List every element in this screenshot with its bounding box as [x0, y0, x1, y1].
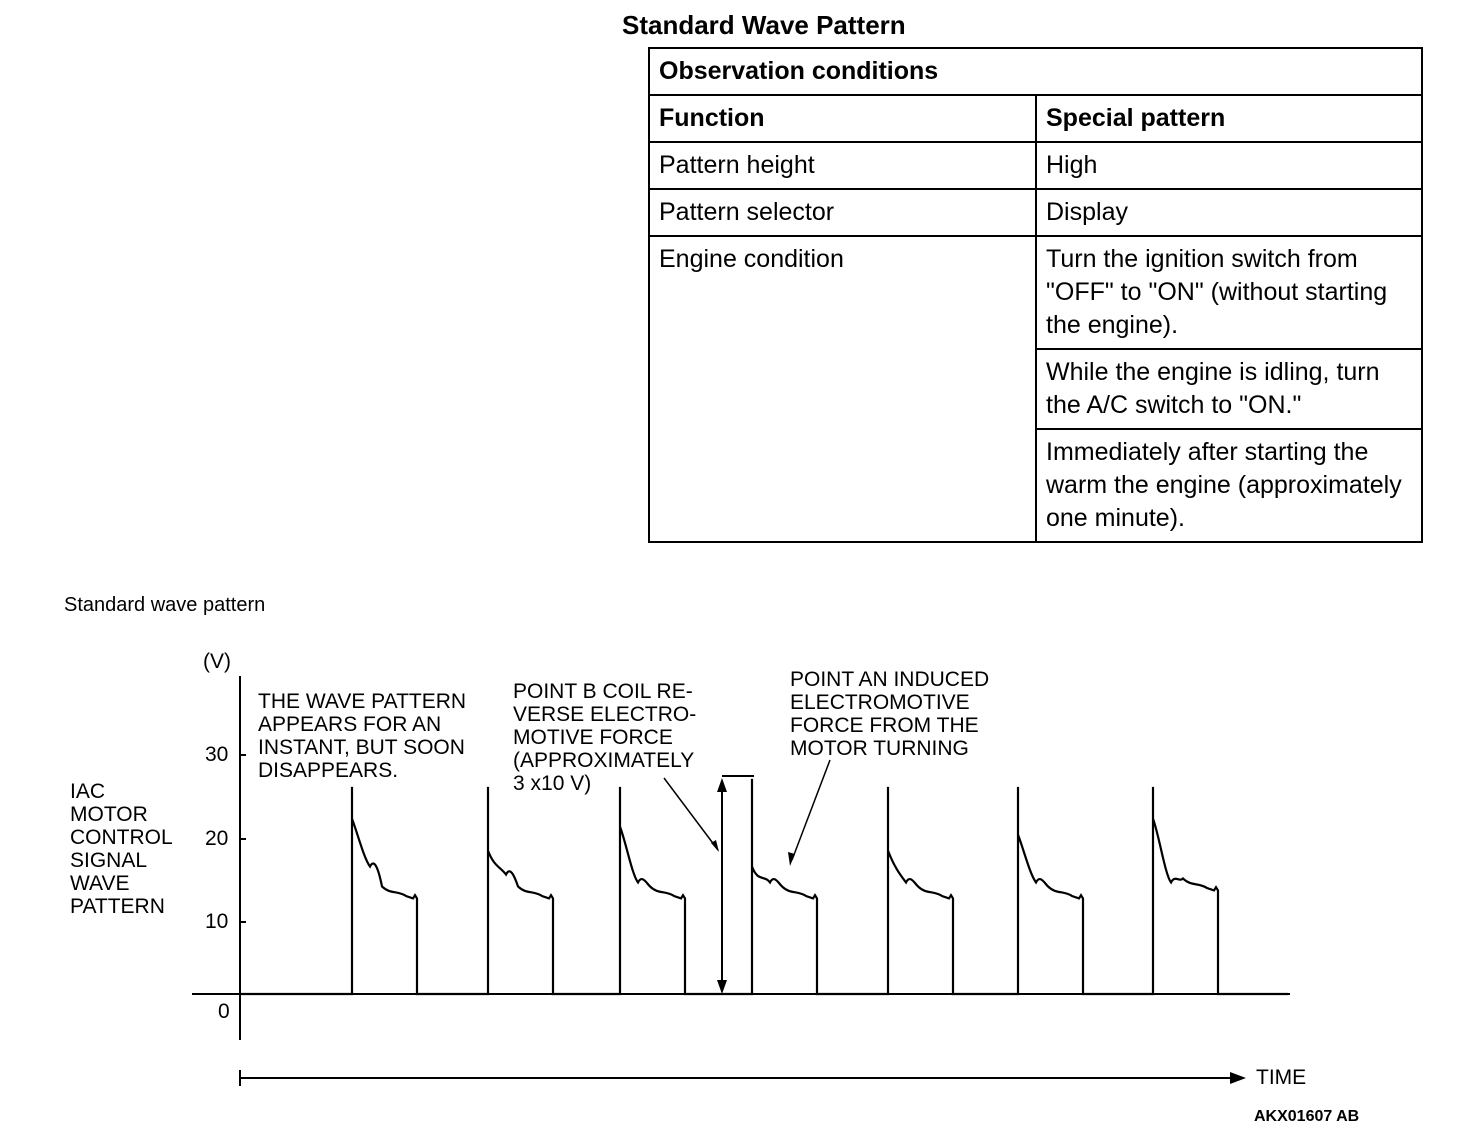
y-axis-label: IAC MOTOR CONTROL SIGNAL WAVE PATTERN: [70, 780, 173, 918]
function-cell: Pattern selector: [649, 189, 1036, 236]
special-cell: While the engine is idling, turn the A/C switch to "ON.": [1036, 349, 1422, 429]
figure-code: AKX01607 AB: [1254, 1108, 1360, 1125]
special-cell: Immediately after starting the warm the engine (approximately one minute).: [1036, 429, 1422, 542]
col-special-header: Special pattern: [1036, 95, 1422, 142]
leader-line-c: [792, 760, 830, 860]
annotation-c: POINT AN INDUCED ELECTROMOTIVE FORCE FROM THE MOTOR TURNING: [790, 668, 990, 760]
special-cell: High: [1036, 142, 1422, 189]
emf-arrow-bottom: [717, 980, 727, 994]
function-cell: Pattern height: [649, 142, 1036, 189]
annotation-a: THE WAVE PATTERN APPEARS FOR AN INSTANT, BUT SOON DISAPPEARS.: [258, 690, 467, 782]
observation-header: Observation conditions: [649, 48, 1422, 95]
page-title: Standard Wave Pattern: [622, 10, 906, 40]
y-unit-label: (V): [203, 650, 231, 673]
emf-arrow-top: [717, 778, 727, 792]
y-tick-label: 30: [205, 743, 229, 766]
annotation-b: POINT B COIL RE- VERSE ELECTRO- MOTIVE FORCE (APPROXIMATELY 3 x10 V): [513, 680, 697, 795]
time-axis-arrowhead: [1230, 1072, 1246, 1084]
special-cell: Display: [1036, 189, 1422, 236]
y-tick-label: 20: [205, 827, 229, 850]
col-function-header: Function: [649, 95, 1036, 142]
wave-trace: [240, 779, 1288, 994]
special-cell: Turn the ignition switch from "OFF" to "ON" (without starting the engine).: [1036, 236, 1422, 349]
function-cell: Engine condition: [649, 236, 1036, 542]
y-tick-label: 0: [218, 1000, 230, 1023]
y-tick-label: 10: [205, 910, 229, 933]
figure-label: Standard wave pattern: [64, 594, 266, 616]
leader-arrow-c: [788, 852, 795, 866]
x-axis-label: TIME: [1256, 1066, 1307, 1089]
wave-series-line: [240, 779, 1288, 994]
